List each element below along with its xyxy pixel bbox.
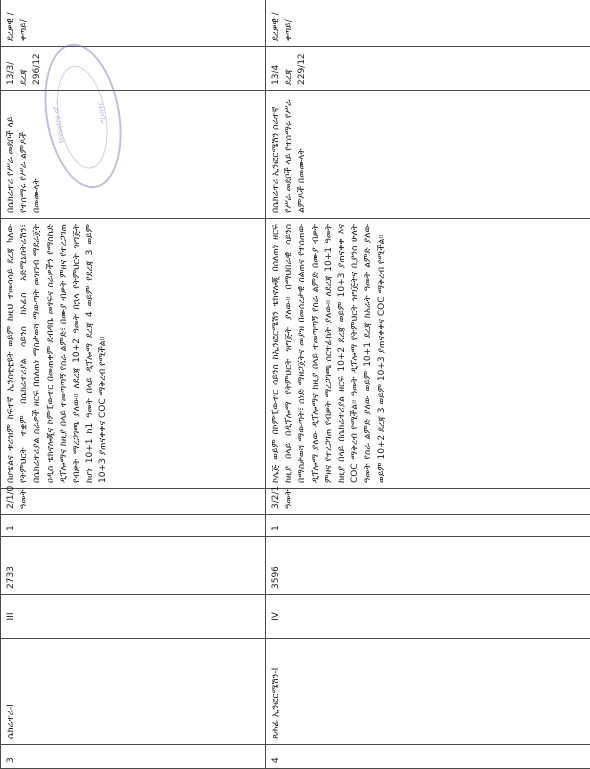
vacancy-count: 1 [266,515,590,537]
job-title: ሴክሬተሪ-I [1,639,266,745]
vacancy-count: 1 [1,515,266,537]
duty-text: በሴክሬተሪ ኢንፎርሜሽን ሰራተኛ የሥራ መደቦች ላይ የተሰማሩ የሥራ ልምዶች በመሙላት [266,91,590,219]
row-number: 3 [1,745,266,769]
salary: 3596 [266,537,590,595]
date-reference: 13/3/ደረጃ 296/12 [1,47,266,91]
row-number: 4 [266,745,590,769]
requirements-text: ኮሌጅ ወይም በኮምፒውተር ሳይንስ ከኢንፎርሜሽን ቴክኖሎጂ በሰለጠነ ዘርፍ ከዚያ በላይ በዲፕሎማ የትምህርት ዝግጅት ያለው። በማህበራዊ ሳይንስ በማስታወሻ ማውጣት፣ ሰነድ ማዘጋጀትና መያዝ በመሰረታዊ ስልጠና የተሰጠው ዲፕሎማ ያለው ዲፕሎማና ከዚያ በላይ ተመጣጣኝ የስራ ልምድ በሙያ ብቃት ምዘና የተረጋገጠ የብቃት ማረጋገጫ ሰርተፊኬት ያለው። ለደረጃ 10+1 ዓመት ከዚያ በላይ በሴክሬተሪያል ዘርፍ 10+2 ደረጃ ወይም 10+3 ያጠናቀቀ እና COC ማቅረብ የሚችል። ዓመት ዲፕሎማ የትምህርት ዝግጅትና ቢያንስ ሁለት ዓመት የስራ ልምድ ያለው ወይም 10+1 ደረጃ ከአራት ዓመት ልምድ ያለው ወይም 10+2 ደረጃ 3 ወይም 10+3 ያጠናቀቀና COC ማቅረብ የሚችል። [266,219,590,489]
remark: ደረቃዊ /ቀጣይ/ [266,0,590,47]
remark: ደረቃዊ /ቀጣይ/ [1,0,266,47]
stamp-text-bottom: ሚኒስቴር [95,100,108,125]
experience-code: 3/2/1 ዓመት [266,489,590,515]
date-reference: 13/4 ደረጃ 229/12 [266,47,590,91]
requirements-text: በሆቴልና ቱሪዝም ከፍተኛ ኢንስቲቲዩት ወይም ከዚህ ተመሳሳይ ደረጃ ካለው የትምህርት ተቋም በሴክሬተሪያል ሳይንስ ከኦፊስ አድሚኒስትሬሽን፣ በሴክሬተሪያል ስራዎች ዘርፍ በሰለጠነ ማስታወሻ ማውጣት መዝገብ ማደራጀት ዐዲስ ቴክኖሎጂና ኮምፒውተር በመጠቀም ደብዳቤ መፃፍና ስራዎችን የማስኬድ ዲፕሎማና ከዚያ በላይ ተመጣጣኝ የስራ ልምድ፣ በሙያ ብቃት ምዘና የተረጋገጠ የብቃት ማረጋገጫ ያለው። ለደረጃ 10+2 ዓመት በኋላ የትምህርት ዝግጅት ከሆነ 10+1 ከ1 ዓመት በላይ ዲፕሎማ ደረጃ 4 ወይም የደረጃ 3 ወይም 10+3 ያጠናቀቀና COC ማቅረብ የሚችል። [1,219,266,489]
experience-code: 2/1/0 ዓመት [1,489,266,515]
table-row [1,0,266,769]
job-grade: III [1,595,266,639]
table-row [266,0,590,769]
salary: 2733 [1,537,266,595]
job-grade: IV [266,595,590,639]
job-title: ጸሐፊ ኢንፎርሜሽን-I [266,639,590,745]
duty-text: በሴክሬተሪ የሥራ መደቦች ላይ የተሰማሩ የሥራ ልምዶች በመሙላት [1,91,266,219]
stamp-text-top: Ministry of ... [50,97,67,144]
